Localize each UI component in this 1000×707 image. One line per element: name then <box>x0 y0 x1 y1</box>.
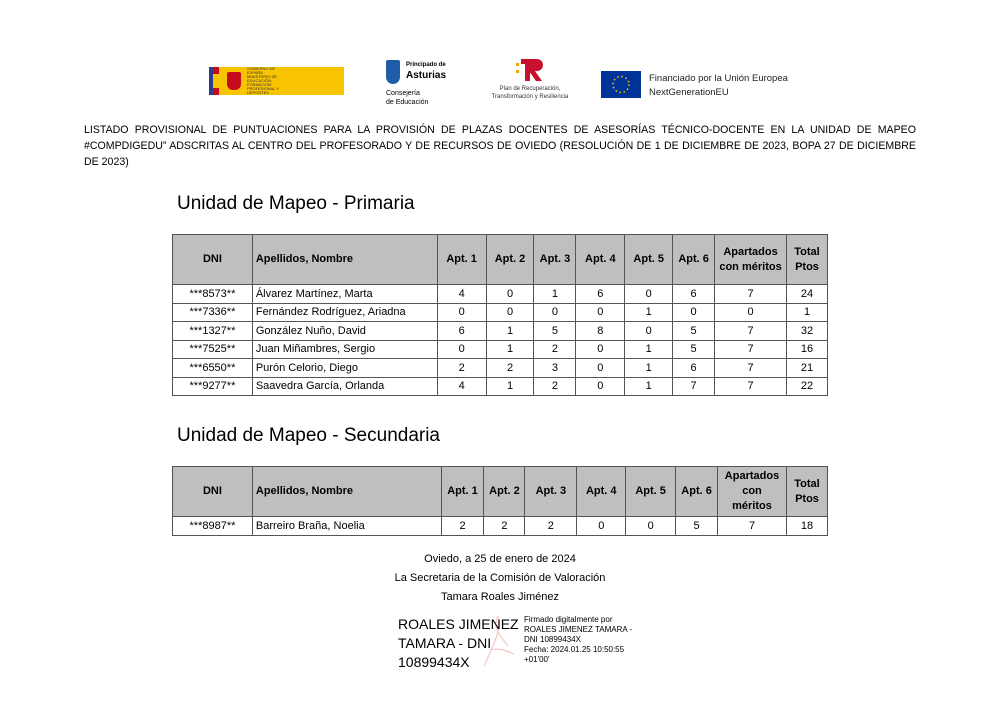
table-cell: 8 <box>576 322 625 341</box>
table-cell: ***7525** <box>173 340 253 359</box>
table-cell: 0 <box>486 303 534 322</box>
column-header: Apt. 3 <box>534 235 576 285</box>
table-cell: 5 <box>673 322 715 341</box>
table-cell: 1 <box>787 303 828 322</box>
table-cell: Saavedra García, Orlanda <box>252 377 437 396</box>
table-cell: 2 <box>441 517 484 536</box>
table-cell: 7 <box>715 285 787 304</box>
asturias-shield-icon <box>386 60 400 84</box>
table-cell: ***9277** <box>173 377 253 396</box>
column-header: Apellidos, Nombre <box>252 235 437 285</box>
signer-name: Tamara Roales Jiménez <box>441 591 559 603</box>
table-cell: 0 <box>626 517 676 536</box>
primaria-title: Unidad de Mapeo - Primaria <box>177 193 415 214</box>
sig-name-line: ROALES JIMENEZ <box>398 616 519 632</box>
table-cell: 5 <box>673 340 715 359</box>
table-cell: 1 <box>625 303 673 322</box>
table-cell: 1 <box>486 340 534 359</box>
column-header: Apt. 4 <box>577 467 626 517</box>
table-cell: 2 <box>484 517 525 536</box>
table-row <box>173 285 828 304</box>
prtr-logo <box>480 57 580 109</box>
primaria-table <box>172 234 828 396</box>
eu-line2: NextGenerationEU <box>649 87 729 98</box>
table-cell: ***8573** <box>173 285 253 304</box>
table-row <box>173 340 828 359</box>
table-cell: 21 <box>787 359 828 378</box>
table-cell: 1 <box>625 340 673 359</box>
asturias-line2: Asturias <box>406 70 447 81</box>
column-header: Apt. 2 <box>484 467 525 517</box>
table-cell: 5 <box>676 517 718 536</box>
table-row <box>173 322 828 341</box>
asturias-line4: de Educación <box>386 99 429 106</box>
column-header: Apt. 4 <box>576 235 625 285</box>
column-header: Apt. 1 <box>441 467 484 517</box>
column-header: DNI <box>173 235 253 285</box>
table-cell: 2 <box>486 359 534 378</box>
secundaria-title: Unidad de Mapeo - Secundaria <box>177 425 441 446</box>
tr-mark-icon <box>515 57 545 83</box>
table-cell: Purón Celorio, Diego <box>252 359 437 378</box>
table-cell: 7 <box>715 340 787 359</box>
column-header: Apt. 3 <box>525 467 577 517</box>
table-cell: 2 <box>534 377 576 396</box>
column-header: Apt. 6 <box>676 467 718 517</box>
table-cell: 0 <box>673 303 715 322</box>
column-header: Apartados con méritos <box>715 235 787 285</box>
table-cell: 0 <box>625 322 673 341</box>
eu-line1: Financiado por la Unión Europea <box>649 73 788 84</box>
table-cell: 1 <box>534 285 576 304</box>
table-row <box>173 377 828 396</box>
table-cell: Barreiro Braña, Noelia <box>252 517 441 536</box>
column-header: Apt. 6 <box>673 235 715 285</box>
table-cell: 0 <box>576 340 625 359</box>
table-header-row <box>173 235 828 285</box>
prtr-line2: Transformación y Resiliencia <box>491 94 569 100</box>
consejeria-text <box>386 89 428 107</box>
coat-of-arms-icon <box>227 72 241 90</box>
table-cell: 7 <box>715 322 787 341</box>
gobierno-logo-text: GOBIERNO DE ESPAÑA · MINISTERIO DE EDUCACIÓN, FORMACIÓN PROFESIONAL Y DEPORTES <box>247 66 279 95</box>
table-cell: 2 <box>534 340 576 359</box>
table-cell: 22 <box>787 377 828 396</box>
table-cell: 7 <box>715 377 787 396</box>
table-cell: 4 <box>437 377 486 396</box>
sig-detail-line: DNI 10899434X <box>524 635 581 644</box>
table-cell: 0 <box>576 359 625 378</box>
table-cell: 0 <box>576 377 625 396</box>
table-cell: ***8987** <box>173 517 253 536</box>
footer <box>300 550 700 607</box>
gobierno-espana-logo <box>209 67 344 95</box>
table-cell: 7 <box>673 377 715 396</box>
table-cell: ***6550** <box>173 359 253 378</box>
table-cell: 0 <box>534 303 576 322</box>
eu-flag-icon <box>601 71 641 98</box>
table-cell: 7 <box>718 517 787 536</box>
column-header: Apt. 5 <box>626 467 676 517</box>
table-row <box>173 517 828 536</box>
eu-funding-text <box>649 72 788 100</box>
table-cell: 2 <box>525 517 577 536</box>
table-cell: 6 <box>437 322 486 341</box>
table-cell: 32 <box>787 322 828 341</box>
table-cell: 2 <box>437 359 486 378</box>
table-cell: 1 <box>486 322 534 341</box>
signature-name <box>398 615 519 672</box>
sig-detail-line: Fecha: 2024.01.25 10:50:55 <box>524 645 625 654</box>
table-row <box>173 303 828 322</box>
asturias-logo <box>386 60 466 105</box>
prtr-line1: Plan de Recuperación, <box>499 86 561 92</box>
column-header: Apt. 1 <box>437 235 486 285</box>
table-cell: 0 <box>576 303 625 322</box>
sig-detail-line: ROALES JIMENEZ TAMARA - <box>524 625 633 634</box>
column-header: Apellidos, Nombre <box>252 467 441 517</box>
sig-detail-line: +01'00' <box>524 655 550 664</box>
spain-flag-icon <box>209 67 219 95</box>
secundaria-table <box>172 466 828 536</box>
column-header: DNI <box>173 467 253 517</box>
table-cell: 6 <box>576 285 625 304</box>
table-cell: 1 <box>486 377 534 396</box>
table-cell: 1 <box>625 377 673 396</box>
table-cell: ***7336** <box>173 303 253 322</box>
table-cell: 6 <box>673 285 715 304</box>
table-cell: 7 <box>715 359 787 378</box>
table-cell: 3 <box>534 359 576 378</box>
sig-name-line: TAMARA - DNI <box>398 635 492 651</box>
asturias-line1: Principado de <box>406 62 446 68</box>
document-heading: LISTADO PROVISIONAL DE PUNTUACIONES PARA LA PROVISIÓN DE PLAZAS DOCENTES DE ASESORÍAS TÉCNICO-DOCENTE EN LA UNIDAD DE MAPEO #COMPDIGEDU” ADSCRITAS AL CENTRO DEL PROFESORADO Y DE RECURSOS DE OVIEDO (RESOLUCIÓN DE 1 DE DICIEMBRE DE 2023, BOPA 27 DE DICIEMBRE DE 2023) <box>84 124 916 168</box>
table-cell: 18 <box>786 517 827 536</box>
table-cell: Álvarez Martínez, Marta <box>252 285 437 304</box>
column-header: Total Ptos <box>786 467 827 517</box>
table-cell: 24 <box>787 285 828 304</box>
signature-details <box>524 615 632 665</box>
table-cell: 5 <box>534 322 576 341</box>
table-cell: 4 <box>437 285 486 304</box>
table-cell: 0 <box>625 285 673 304</box>
sig-detail-line: Firmado digitalmente por <box>524 615 613 624</box>
table-cell: 0 <box>715 303 787 322</box>
table-cell: 16 <box>787 340 828 359</box>
table-cell: 0 <box>437 303 486 322</box>
table-cell: 6 <box>673 359 715 378</box>
table-cell: Juan Miñambres, Sergio <box>252 340 437 359</box>
table-row <box>173 359 828 378</box>
place-date: Oviedo, a 25 de enero de 2024 <box>424 553 576 565</box>
table-cell: Fernández Rodríguez, Ariadna <box>252 303 437 322</box>
signer-role: La Secretaria de la Comisión de Valoración <box>394 572 606 584</box>
asturias-line3: Consejería <box>386 90 420 97</box>
table-cell: ***1327** <box>173 322 253 341</box>
column-header: Apartados con méritos <box>718 467 787 517</box>
table-cell: 0 <box>437 340 486 359</box>
table-cell: González Nuño, David <box>252 322 437 341</box>
column-header: Apt. 2 <box>486 235 534 285</box>
sig-name-line: 10899434X <box>398 654 470 670</box>
table-cell: 0 <box>577 517 626 536</box>
column-header: Total Ptos <box>787 235 828 285</box>
table-cell: 1 <box>625 359 673 378</box>
table-cell: 0 <box>486 285 534 304</box>
column-header: Apt. 5 <box>625 235 673 285</box>
table-header-row <box>173 467 828 517</box>
